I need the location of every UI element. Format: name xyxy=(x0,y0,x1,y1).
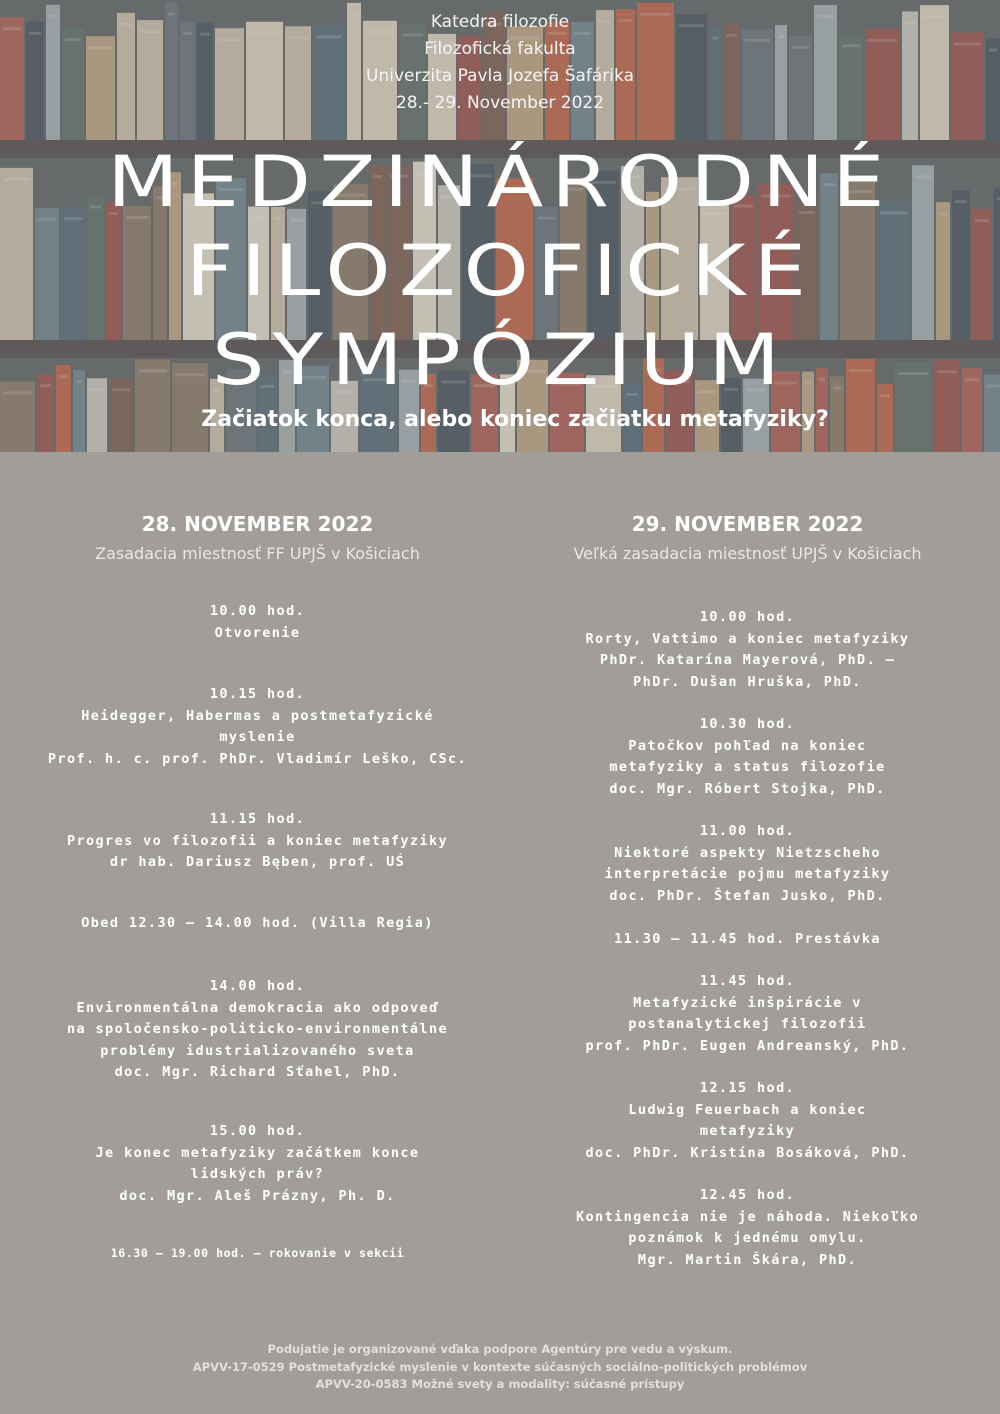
program-time: 10.00 hod. xyxy=(699,609,796,625)
header-banner xyxy=(0,0,1000,452)
day-room: Veľká zasadacia miestnosť UPJŠ v Košiciach xyxy=(573,544,922,563)
day-date: 29. NOVEMBER 2022 xyxy=(631,512,864,536)
program-speaker: doc. Mgr. Aleš Prázny, Ph. D. xyxy=(119,1187,396,1204)
program-text: Progres vo filozofii a koniec metafyziky xyxy=(66,832,449,849)
program-text: metafyziky a status filozofie xyxy=(609,759,886,775)
day-date: 28. NOVEMBER 2022 xyxy=(141,512,374,536)
program-text: na spoločensko-politicko-environmentálne xyxy=(66,1021,449,1037)
program-text: Kontingencia nie je náhoda. Niekoľko xyxy=(576,1208,919,1225)
title-line-1: MEDZINÁRODNÉ xyxy=(107,141,893,223)
program-time: 10.00 hod. xyxy=(209,603,306,619)
program-text: Rorty, Vattimo a koniec metafyziky xyxy=(585,630,910,647)
program-time: 14.00 hod. xyxy=(209,978,306,994)
event-dates: 28.- 29. November 2022 xyxy=(395,93,605,113)
program-item xyxy=(535,821,960,907)
program-item xyxy=(40,601,475,644)
program-speaker: prof. PhDr. Eugen Andreanský, PhD. xyxy=(585,1037,910,1054)
day-room: Zasadacia miestnosť FF UPJŠ v Košiciach xyxy=(95,544,420,563)
program-item xyxy=(535,1078,960,1164)
program-item xyxy=(40,684,475,770)
program-time: 11.45 hod. xyxy=(699,973,796,989)
event-subtitle: Začiatok konca, alebo koniec začiatku metafyziky? xyxy=(201,407,829,432)
program-text: poznámok k jednému omylu. xyxy=(628,1230,867,1246)
program-time: 12.15 hod. xyxy=(699,1080,796,1096)
program-text: interpretácie pojmu metafyziky xyxy=(604,866,891,882)
program-speaker: Mgr. Martin Škára, PhD. xyxy=(637,1251,858,1268)
program-item xyxy=(535,607,960,693)
program-text: Heidegger, Habermas a postmetafyzické xyxy=(81,707,434,724)
program-speaker: doc. PhDr. Štefan Jusko, PhD. xyxy=(609,887,886,904)
program-speaker: doc. Mgr. Róbert Stojka, PhD. xyxy=(609,780,886,797)
program-item xyxy=(40,1121,475,1207)
program-text: Je konec metafyziky začátkem konce xyxy=(95,1144,420,1161)
footer-line: APVV-17-0529 Postmetafyzické myslenie v kontexte súčasných sociálno-politických problémov xyxy=(192,1359,808,1374)
program-text: Patočkov pohľad na koniec xyxy=(628,737,867,754)
program-time: 10.30 hod. xyxy=(699,716,796,732)
program-time: 12.45 hod. xyxy=(699,1187,796,1203)
program-speaker: doc. PhDr. Kristína Bosáková, PhD. xyxy=(585,1144,910,1161)
program-text: Environmentálna demokracia ako odpoveď xyxy=(76,999,439,1016)
program-text: 11.30 – 11.45 hod. Prestávka xyxy=(614,931,881,947)
program-item xyxy=(535,714,960,800)
program-text: Niektoré aspekty Nietzscheho xyxy=(614,844,881,861)
program-text: postanalytickej filozofii xyxy=(628,1016,867,1032)
program-item xyxy=(535,1185,960,1271)
program-text: metafyziky xyxy=(699,1123,796,1139)
program-item-lunch xyxy=(40,913,475,935)
program-text: lidských práv? xyxy=(190,1166,325,1182)
program-text: problémy idustrializovaného sveta xyxy=(100,1042,415,1059)
organizer-block xyxy=(0,9,1000,117)
program-time: 11.15 hod. xyxy=(209,811,306,827)
program-speaker: dr hab. Dariusz Bęben, prof. UŚ xyxy=(109,854,406,870)
program-text: 16.30 – 19.00 hod. – rokovanie v sekcii xyxy=(110,1246,405,1260)
organizer-university: Univerzita Pavla Jozefa Šafárika xyxy=(366,66,634,86)
program-item xyxy=(40,809,475,874)
event-title xyxy=(0,138,1000,405)
program-text: Otvorenie xyxy=(214,624,301,641)
title-line-3: SYMPÓZIUM xyxy=(211,319,788,401)
funding-footer xyxy=(0,1341,1000,1394)
program-speaker: Prof. h. c. prof. PhDr. Vladimír Leško, CSc. xyxy=(47,750,468,767)
program-text: Ludwig Feuerbach a koniec xyxy=(628,1101,867,1118)
program-speaker: PhDr. Katarína Mayerová, PhD. – xyxy=(599,652,896,668)
organizer-department: Katedra filozofie xyxy=(430,12,570,32)
title-line-2: FILOZOFICKÉ xyxy=(185,230,815,312)
program-speaker: doc. Mgr. Richard Sťahel, PhD. xyxy=(114,1064,401,1080)
program-speaker: PhDr. Dušan Hruška, PhD. xyxy=(633,673,862,690)
footer-line: APVV-20-0583 Možné svety a modality: súčasné prístupy xyxy=(315,1377,685,1391)
footer-line: Podujatie je organizované vďaka podpore Agentúry pre vedu a výskum. xyxy=(267,1342,733,1356)
program-item xyxy=(535,971,960,1057)
program-item xyxy=(40,976,475,1084)
program-text: Obed 12.30 – 14.00 hod. (Villa Regia) xyxy=(81,915,434,931)
program-time: 11.00 hod. xyxy=(699,823,796,839)
organizer-faculty: Filozofická fakulta xyxy=(424,39,576,59)
program-item-break xyxy=(535,929,960,951)
program-item-section xyxy=(40,1243,475,1265)
program-text: Metafyzické inšpirácie v xyxy=(633,994,862,1011)
program-time: 10.15 hod. xyxy=(209,686,306,702)
program-time: 15.00 hod. xyxy=(209,1123,306,1139)
program-text: myslenie xyxy=(219,729,296,745)
